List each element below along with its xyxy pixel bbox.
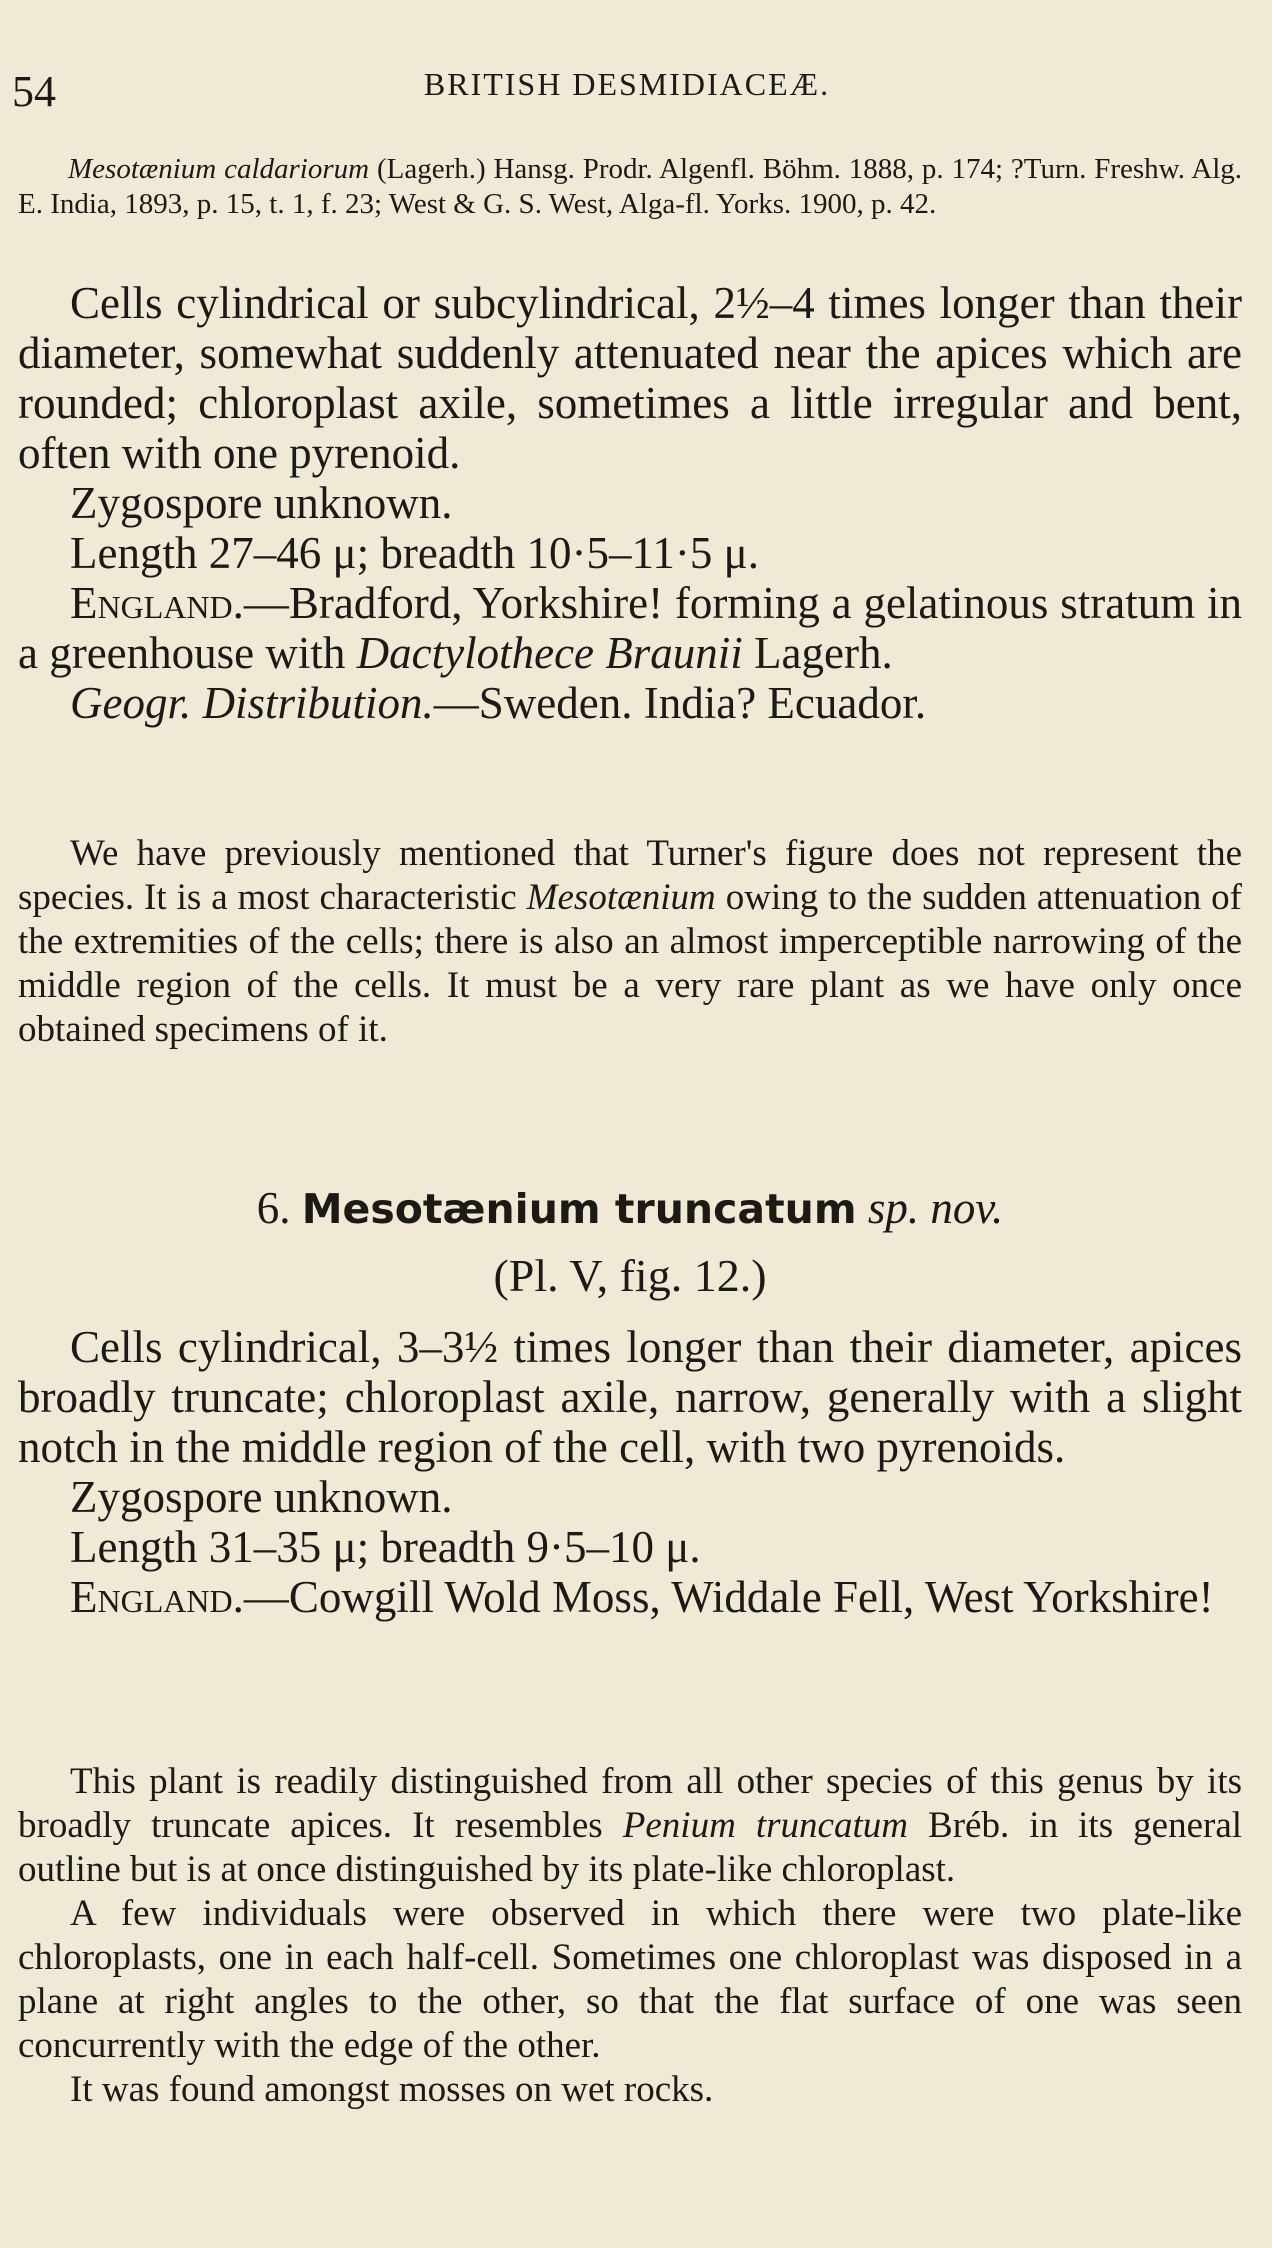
species5-locality-text: —Bradford, Yorkshire! forming a gelatinous stratum in a greenhouse with [18,578,1242,678]
species5-zygospore: Zygospore unknown. [70,478,453,528]
species5-description: Cells cylindrical or subcylindrical, 2½–4 times longer than their diameter, somewhat suddenly attenuated near the apices which are rounded; chloroplast axile, sometimes a little irregular and bent, often with one pyrenoid. [18,278,1242,478]
distribution-label: Geogr. Distribution. [70,678,434,728]
species6-zygospore: Zygospore unknown. [70,1472,453,1522]
species5-dimensions: Length 27–46 μ; breadth 10·5–11·5 μ. [70,528,759,578]
species6-remarks-1 [18,1760,1242,1892]
species5-locality-author: Lagerh. [754,628,893,678]
remarks-part-1: We have previously mentioned that Turner's figure does not represent the species. It is a most characteristic [18,833,1242,918]
species6-locality [18,1572,1242,1622]
species6-description-block [18,1322,1242,1622]
species5-locality-species: Dactylothece Braunii [356,628,743,678]
species5-remarks [18,832,1242,1052]
species5-distribution [18,678,1242,728]
species6-dimensions: Length 31–35 μ; breadth 9·5–10 μ. [70,1522,701,1572]
species6-remarks-block [18,1760,1242,2112]
remarks-part-2: owing to the sudden attenuation of the extremities of the cells; there is also an almost imperceptible narrowing of the middle region of the cells. It must be a very rare plant as we have only once obtained specimens of it. [18,877,1243,1050]
species5-locality-country: England. [70,578,244,628]
species6-remarks-3: It was found amongst mosses on wet rocks. [70,2069,714,2110]
species6-remarks-2: A few individuals were observed in which there were two plate-like chloroplasts, one in each half-cell. Sometimes one chloroplast was disposed in a plane at right angles to the other, so that the flat surface of one was seen concurrently with the edge of the other. [18,1893,1242,2066]
species6-locality-country: England. [70,1572,244,1622]
species6-number: 6. [256,1183,291,1233]
species5-description-block [18,278,1242,728]
page-number: 54 [12,67,56,116]
species6-description: Cells cylindrical, 3–3½ times longer than their diameter, apices broadly truncate; chloroplast axile, narrow, generally with a slight notch in the middle region of the cell, with two pyrenoids. [18,1322,1242,1472]
remarks-genus: Mesotænium [526,877,716,918]
page-header [12,66,1242,126]
species6-status: sp. nov. [867,1183,1004,1233]
reference-species-name: Mesotænium caldariorum [68,153,370,185]
species5-remarks-block [18,832,1242,1052]
species6-plate-ref: (Pl. V, fig. 12.) [493,1250,767,1301]
species6-name: Mesotænium truncatum [301,1185,857,1233]
species6-locality-text: —Cowgill Wold Moss, Widdale Fell, West Yorkshire! [243,1572,1214,1622]
remarks1-part-b: Bréb. in its general outline but is at once distinguished by its plate-like chloroplast. [18,1805,1243,1890]
species5-locality [18,578,1242,678]
remarks1-species: Penium truncatum [622,1805,908,1846]
species6-heading [18,1180,1242,1237]
reference-citation: (Lagerh.) Hansg. Prodr. Algenfl. Böhm. 1888, p. 174; ?Turn. Freshw. Alg. E. India, 1893, p. 15, t. 1, f. 23; West & G. S. West, Alga-fl. Yorks. 1900, p. 42. [18,153,1243,220]
species5-reference [18,152,1242,222]
running-title: BRITISH DESMIDIACEÆ. [423,66,831,102]
remarks1-part-a: This plant is readily distinguished from all other species of this genus by its broadly truncate apices. It resembles [18,1761,1242,1846]
distribution-text: —Sweden. India? Ecuador. [433,678,927,728]
